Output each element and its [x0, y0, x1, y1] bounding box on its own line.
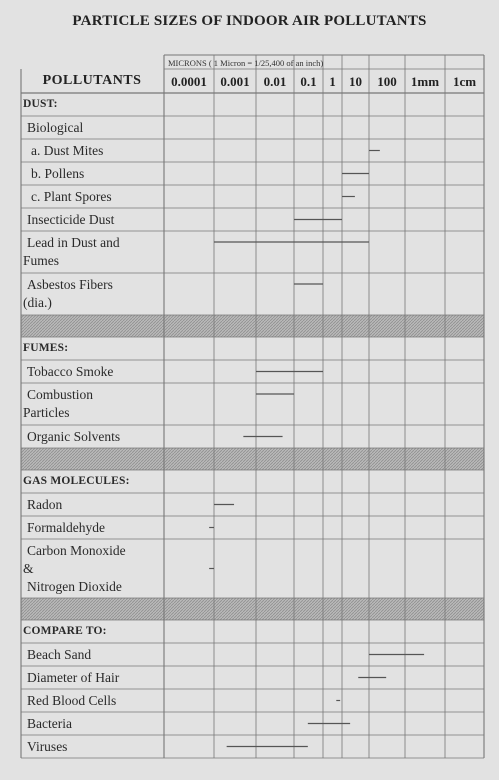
pollutant-label: b. Pollens — [31, 166, 85, 181]
pollutant-label: Radon — [27, 497, 63, 512]
section-divider-band — [21, 598, 484, 620]
document-title: PARTICLE SIZES OF INDOOR AIR POLLUTANTS — [72, 13, 427, 29]
pollutant-label: Nitrogen Dioxide — [27, 579, 122, 594]
pollutant-label: Tobacco Smoke — [27, 364, 114, 379]
pollutant-label: Formaldehyde — [27, 520, 105, 535]
pollutant-label: Combustion — [27, 387, 94, 402]
section-divider-band — [21, 448, 484, 470]
microns-caption: MICRONS ( 1 Micron = 1/25,400 of an inch) — [168, 58, 324, 68]
pollutant-label: c. Plant Spores — [31, 189, 112, 204]
pollutant-label: Particles — [23, 405, 70, 420]
pollutant-label: Carbon Monoxide — [27, 543, 126, 558]
column-header-9: 1cm — [452, 74, 477, 89]
pollutant-label: Diameter of Hair — [27, 670, 120, 685]
section-label: COMPARE TO: — [23, 625, 107, 637]
pollutant-label: Lead in Dust and — [27, 235, 120, 250]
pollutant-label: Bacteria — [27, 716, 72, 731]
section-label: DUST: — [23, 98, 58, 110]
pollutant-label: Asbestos Fibers — [27, 277, 113, 292]
column-header-5: 1 — [329, 74, 336, 89]
pollutant-label: Insecticide Dust — [27, 212, 115, 227]
column-header-4: 0.1 — [300, 74, 317, 89]
pollutant-label: Fumes — [23, 253, 60, 268]
pollutant-label: Biological — [27, 120, 84, 135]
pollutant-label: a. Dust Mites — [31, 143, 104, 158]
column-header-6: 10 — [349, 74, 362, 89]
section-label: FUMES: — [23, 342, 69, 354]
pollutant-label: Organic Solvents — [27, 429, 121, 444]
section-label: GAS MOLECULES: — [23, 475, 130, 487]
pollutant-label: Red Blood Cells — [27, 693, 117, 708]
pollutants-column-header: POLLUTANTS — [42, 73, 142, 88]
pollutant-label: Beach Sand — [27, 647, 92, 662]
column-header-1: 0.0001 — [171, 74, 207, 89]
pollutant-label: & — [23, 561, 34, 576]
section-divider-band — [21, 315, 484, 337]
column-header-3: 0.01 — [263, 74, 287, 89]
pollutant-label: Viruses — [27, 739, 68, 754]
column-header-7: 100 — [377, 74, 397, 89]
column-header-8: 1mm — [410, 74, 440, 89]
pollutant-label: (dia.) — [23, 295, 52, 310]
column-header-2: 0.001 — [220, 74, 250, 89]
